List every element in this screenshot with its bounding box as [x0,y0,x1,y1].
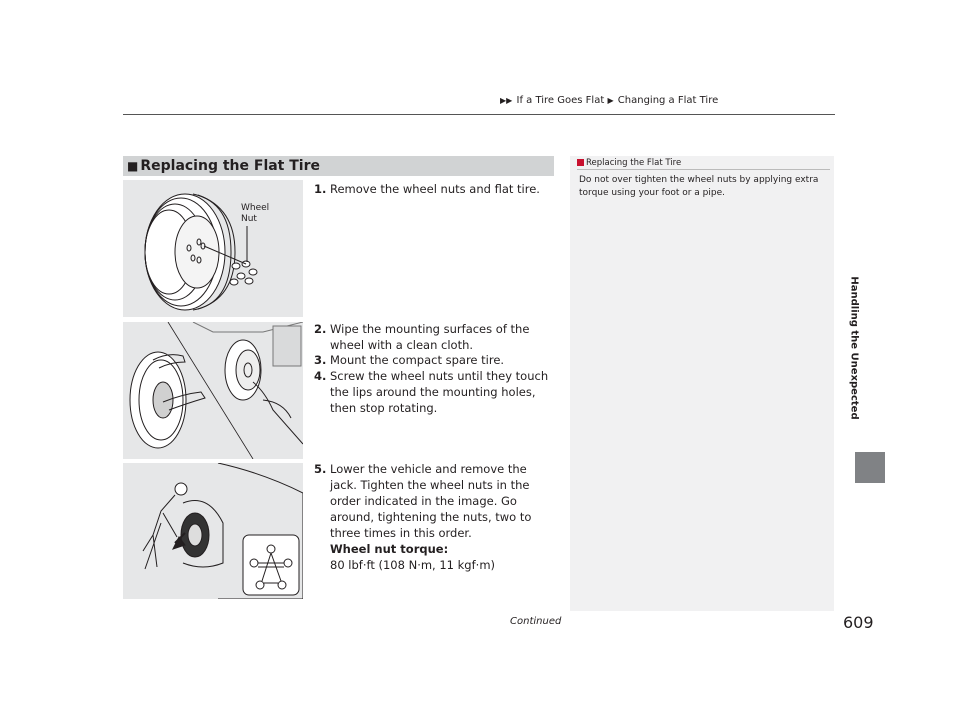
section-header [123,156,554,176]
breadcrumb-item-flat[interactable]: If a Tire Goes Flat [516,95,605,106]
wrench-icon [123,463,303,599]
step-number: 2. [314,322,327,336]
header-rule [123,114,835,115]
continued-label: Continued [510,616,562,627]
step-text: Screw the wheel nuts until they touch the lips around the mounting holes, then stop rotating. [330,369,549,415]
tire-wheel-nuts-illustration [123,180,303,317]
side-tab-marker [855,452,885,483]
note-sidebar [570,156,834,611]
tightening-illustration [123,463,303,599]
step-text: Remove the wheel nuts and flat tire. [330,182,540,196]
breadcrumb [500,95,718,106]
wheel-nut-label-line1: Wheel [241,203,270,213]
step-number: 5. [314,462,327,476]
step-3 [314,352,552,368]
step-1 [314,181,550,197]
step-4 [314,368,552,416]
note-title [577,158,681,168]
breadcrumb-separator-icon: ▶ [607,96,614,105]
side-tab [846,238,862,458]
note-body: Do not over tighten the wheel nuts by applying extra torque using your foot or a pipe. [579,175,819,198]
step-number: 3. [314,353,327,367]
step-number: 1. [314,182,327,196]
section-marker-icon: ■ [127,159,139,173]
note-rule [577,169,830,170]
wheel-nut-label-line2: Nut [241,214,257,224]
tire-icon [123,180,303,317]
breadcrumb-item-changing[interactable]: Changing a Flat Tire [617,95,719,106]
torque-label: Wheel nut torque: [330,542,449,556]
breadcrumb-arrows-icon: ▶▶ [500,96,513,105]
torque-value: 80 lbf·ft (108 N·m, 11 kgf·m) [330,558,496,572]
step-5 [314,461,550,573]
mounting-spare-illustration [123,322,303,459]
nut-order-diagram [243,535,299,595]
step-number: 4. [314,369,327,383]
note-title-text: Replacing the Flat Tire [586,158,682,168]
step-2 [314,321,552,353]
step-text: Mount the compact spare tire. [330,353,505,367]
hub-icon [123,322,303,459]
step-text: Wipe the mounting surfaces of the wheel with a clean cloth. [330,322,530,352]
step-text: Lower the vehicle and remove the jack. Tighten the wheel nuts in the order indicated in the image. Go around, tightening the nuts, two to three times in this order. [330,462,532,540]
side-tab-label: Handling the Unexpected [848,276,860,420]
note-marker-icon [577,159,584,166]
page-number: 609 [843,613,874,632]
section-title: Replacing the Flat Tire [140,158,320,174]
